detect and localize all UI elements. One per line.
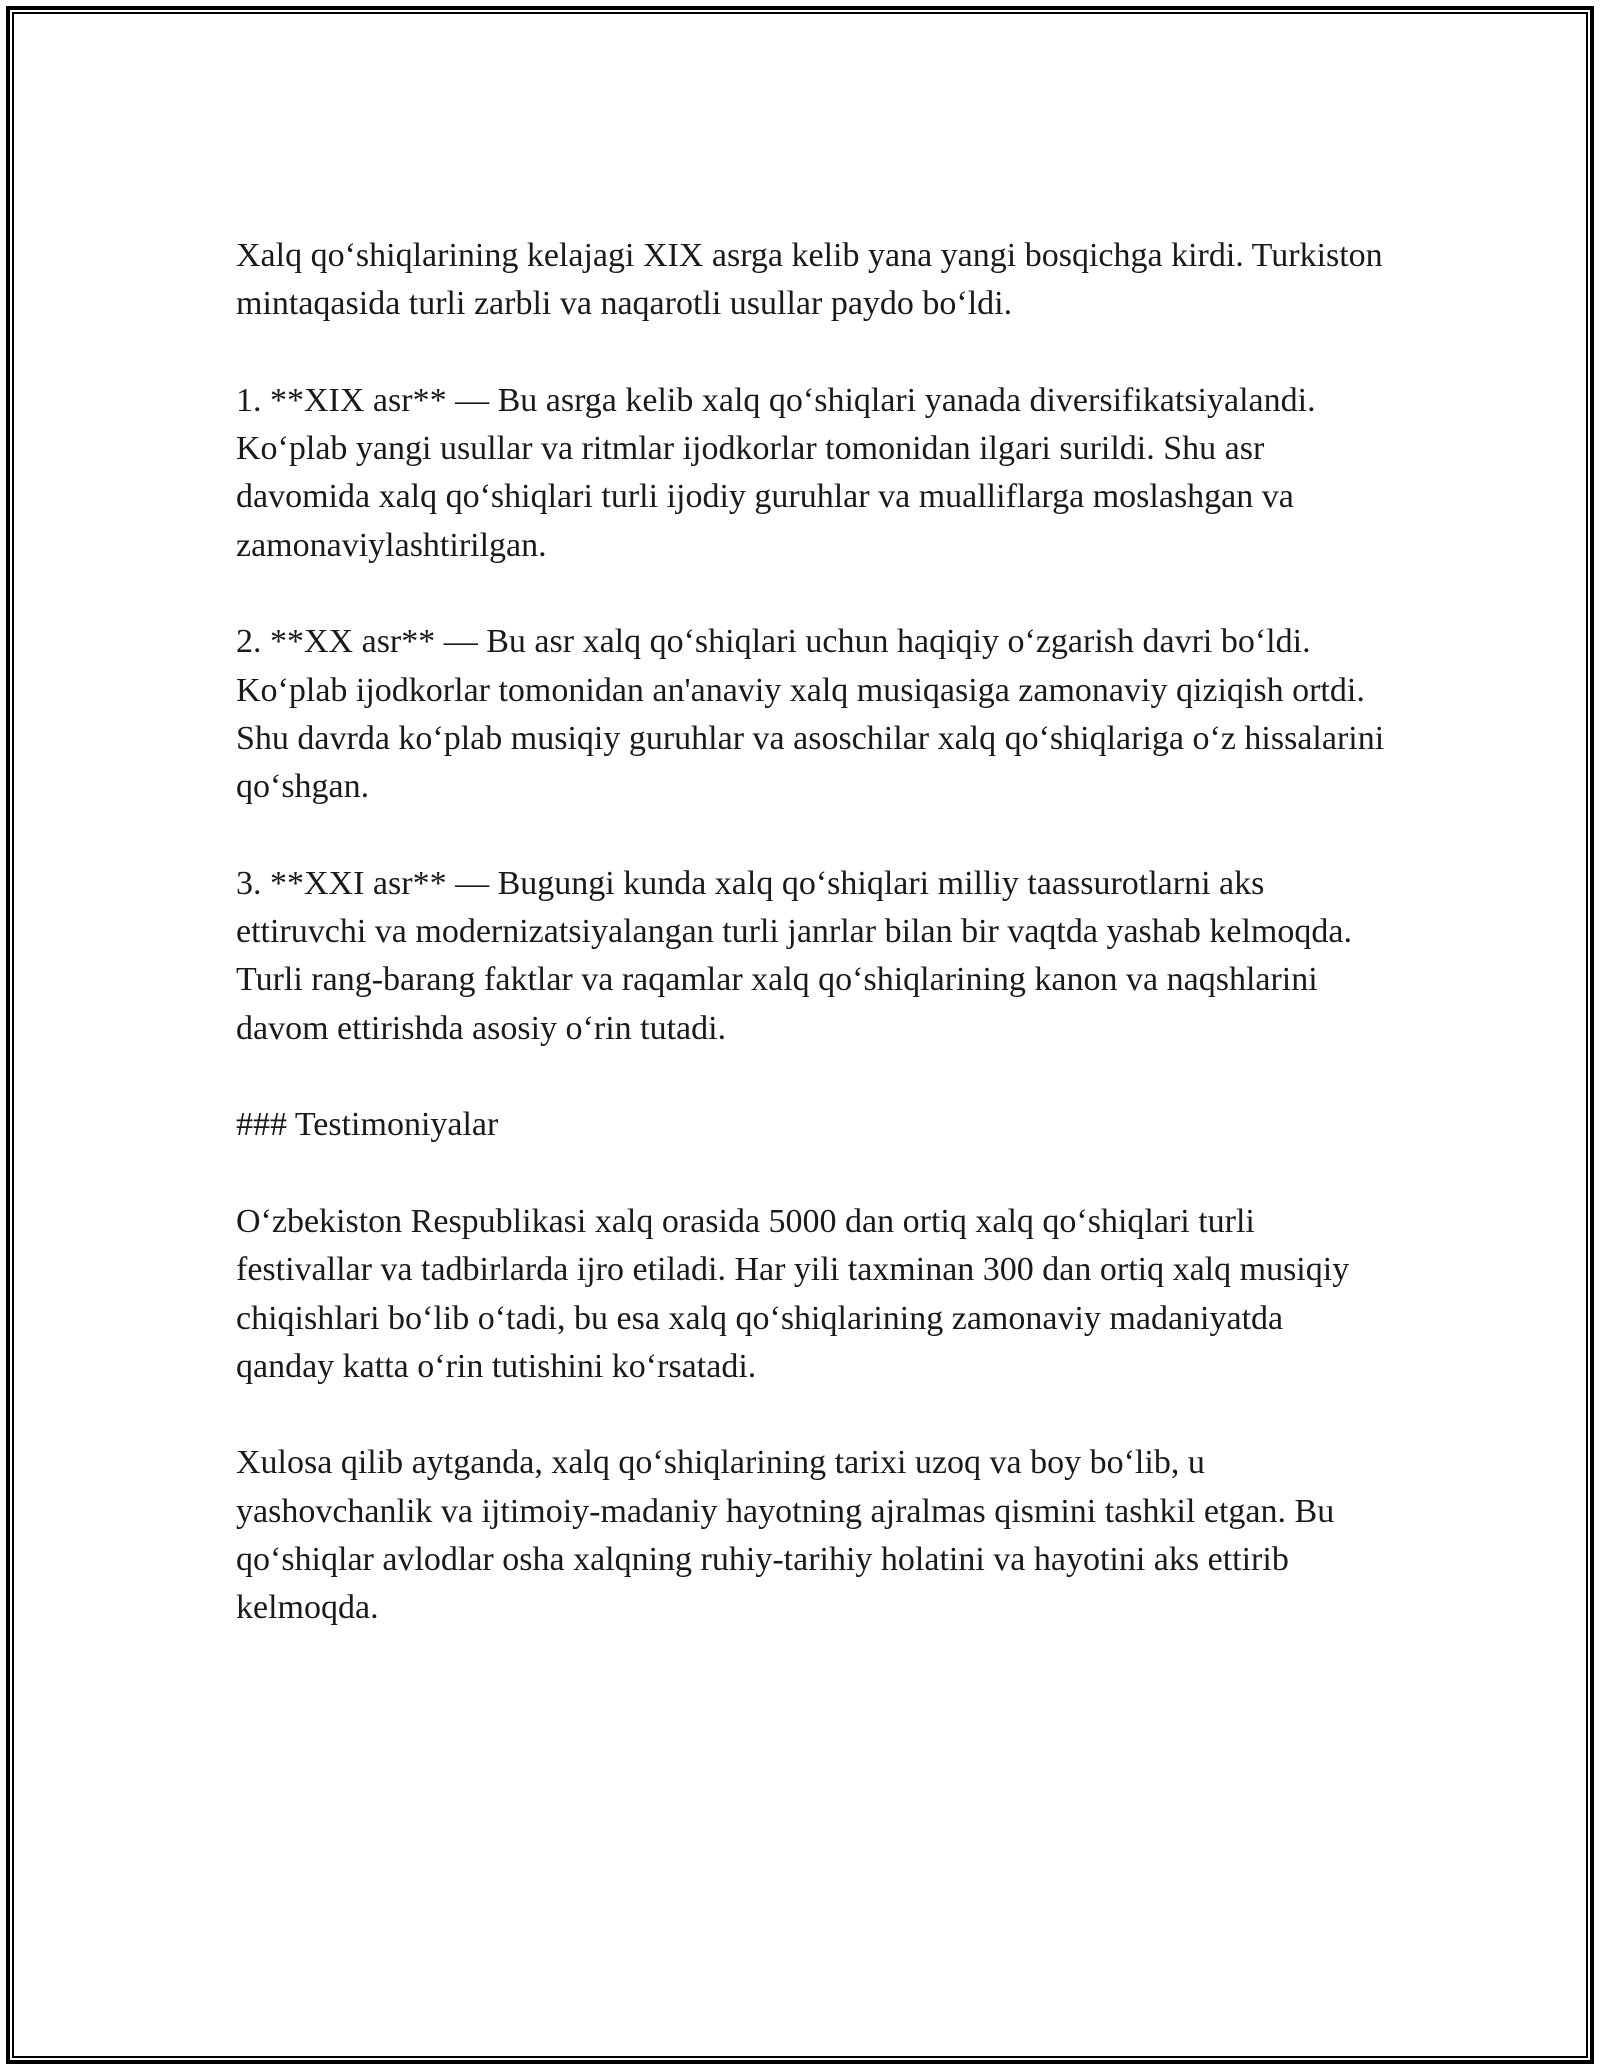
list-item-xxi: 3. **XXI asr** — Bugungi kunda xalq qo‘shiqlari milliy taassurotlarni aks ettiruvchi va modernizatsiyalangan turli janrlar bilan bir vaqtda yashab kelmoqda. Turli rang-barang faktlar va raqamlar xalq qo‘shiqlarining kanon va naqshlarini davom ettirishda asosiy o‘rin tutadi. — [236, 864, 1352, 1047]
list-item-xix: 1. **XIX asr** — Bu asrga kelib xalq qo‘shiqlari yanada diversifikatsiyalandi. Ko‘plab yangi usullar va ritmlar ijodkorlar tomonidan ilgari surildi. Shu asr davomida xalq qo‘shiqlari turli ijodiy guruhlar va mualliflarga moslashgan va zamonaviylashtirilgan. — [236, 381, 1316, 564]
document-body — [236, 232, 1386, 1681]
conclusion-paragraph: Xulosa qilib aytganda, xalq qo‘shiqlarining tarixi uzoq va boy bo‘lib, u yashovchanlik va ijtimoiy-madaniy hayotning ajralmas qismini tashkil etgan. Bu qo‘shiqlar avlodlar osha xalqning ruhiy-tarihiy holatini va hayotini aks ettirib kelmoqda. — [236, 1444, 1335, 1627]
testimony-paragraph: O‘zbekiston Respublikasi xalq orasida 5000 dan ortiq xalq qo‘shiqlari turli festivallar va tadbirlarda ijro etiladi. Har yili taxminan 300 dan ortiq xalq musiqiy chiqishlari bo‘lib o‘tadi, bu esa xalq qo‘shiqlarining zamonaviy madaniyatda qanday katta o‘rin tutishini ko‘rsatadi. — [236, 1202, 1350, 1385]
section-heading: ### Testimoniyalar — [236, 1106, 499, 1144]
list-item-xx: 2. **XX asr** — Bu asr xalq qo‘shiqlari uchun haqiqiy o‘zgarish davri bo‘ldi. Ko‘plab ijodkorlar tomonidan an'anaviy xalq musiqasiga zamonaviy qiziqish ortdi. Shu davrda ko‘plab musiqiy guruhlar va asoschilar xalq qo‘shiqlariga o‘z hissalarini qo‘shgan. — [236, 623, 1385, 806]
intro-paragraph: Xalq qo‘shiqlarining kelajagi XIX asrga kelib yana yangi bosqichga kirdi. Turkiston mintaqasida turli zarbli va naqarotli usullar paydo bo‘ldi. — [236, 237, 1383, 323]
